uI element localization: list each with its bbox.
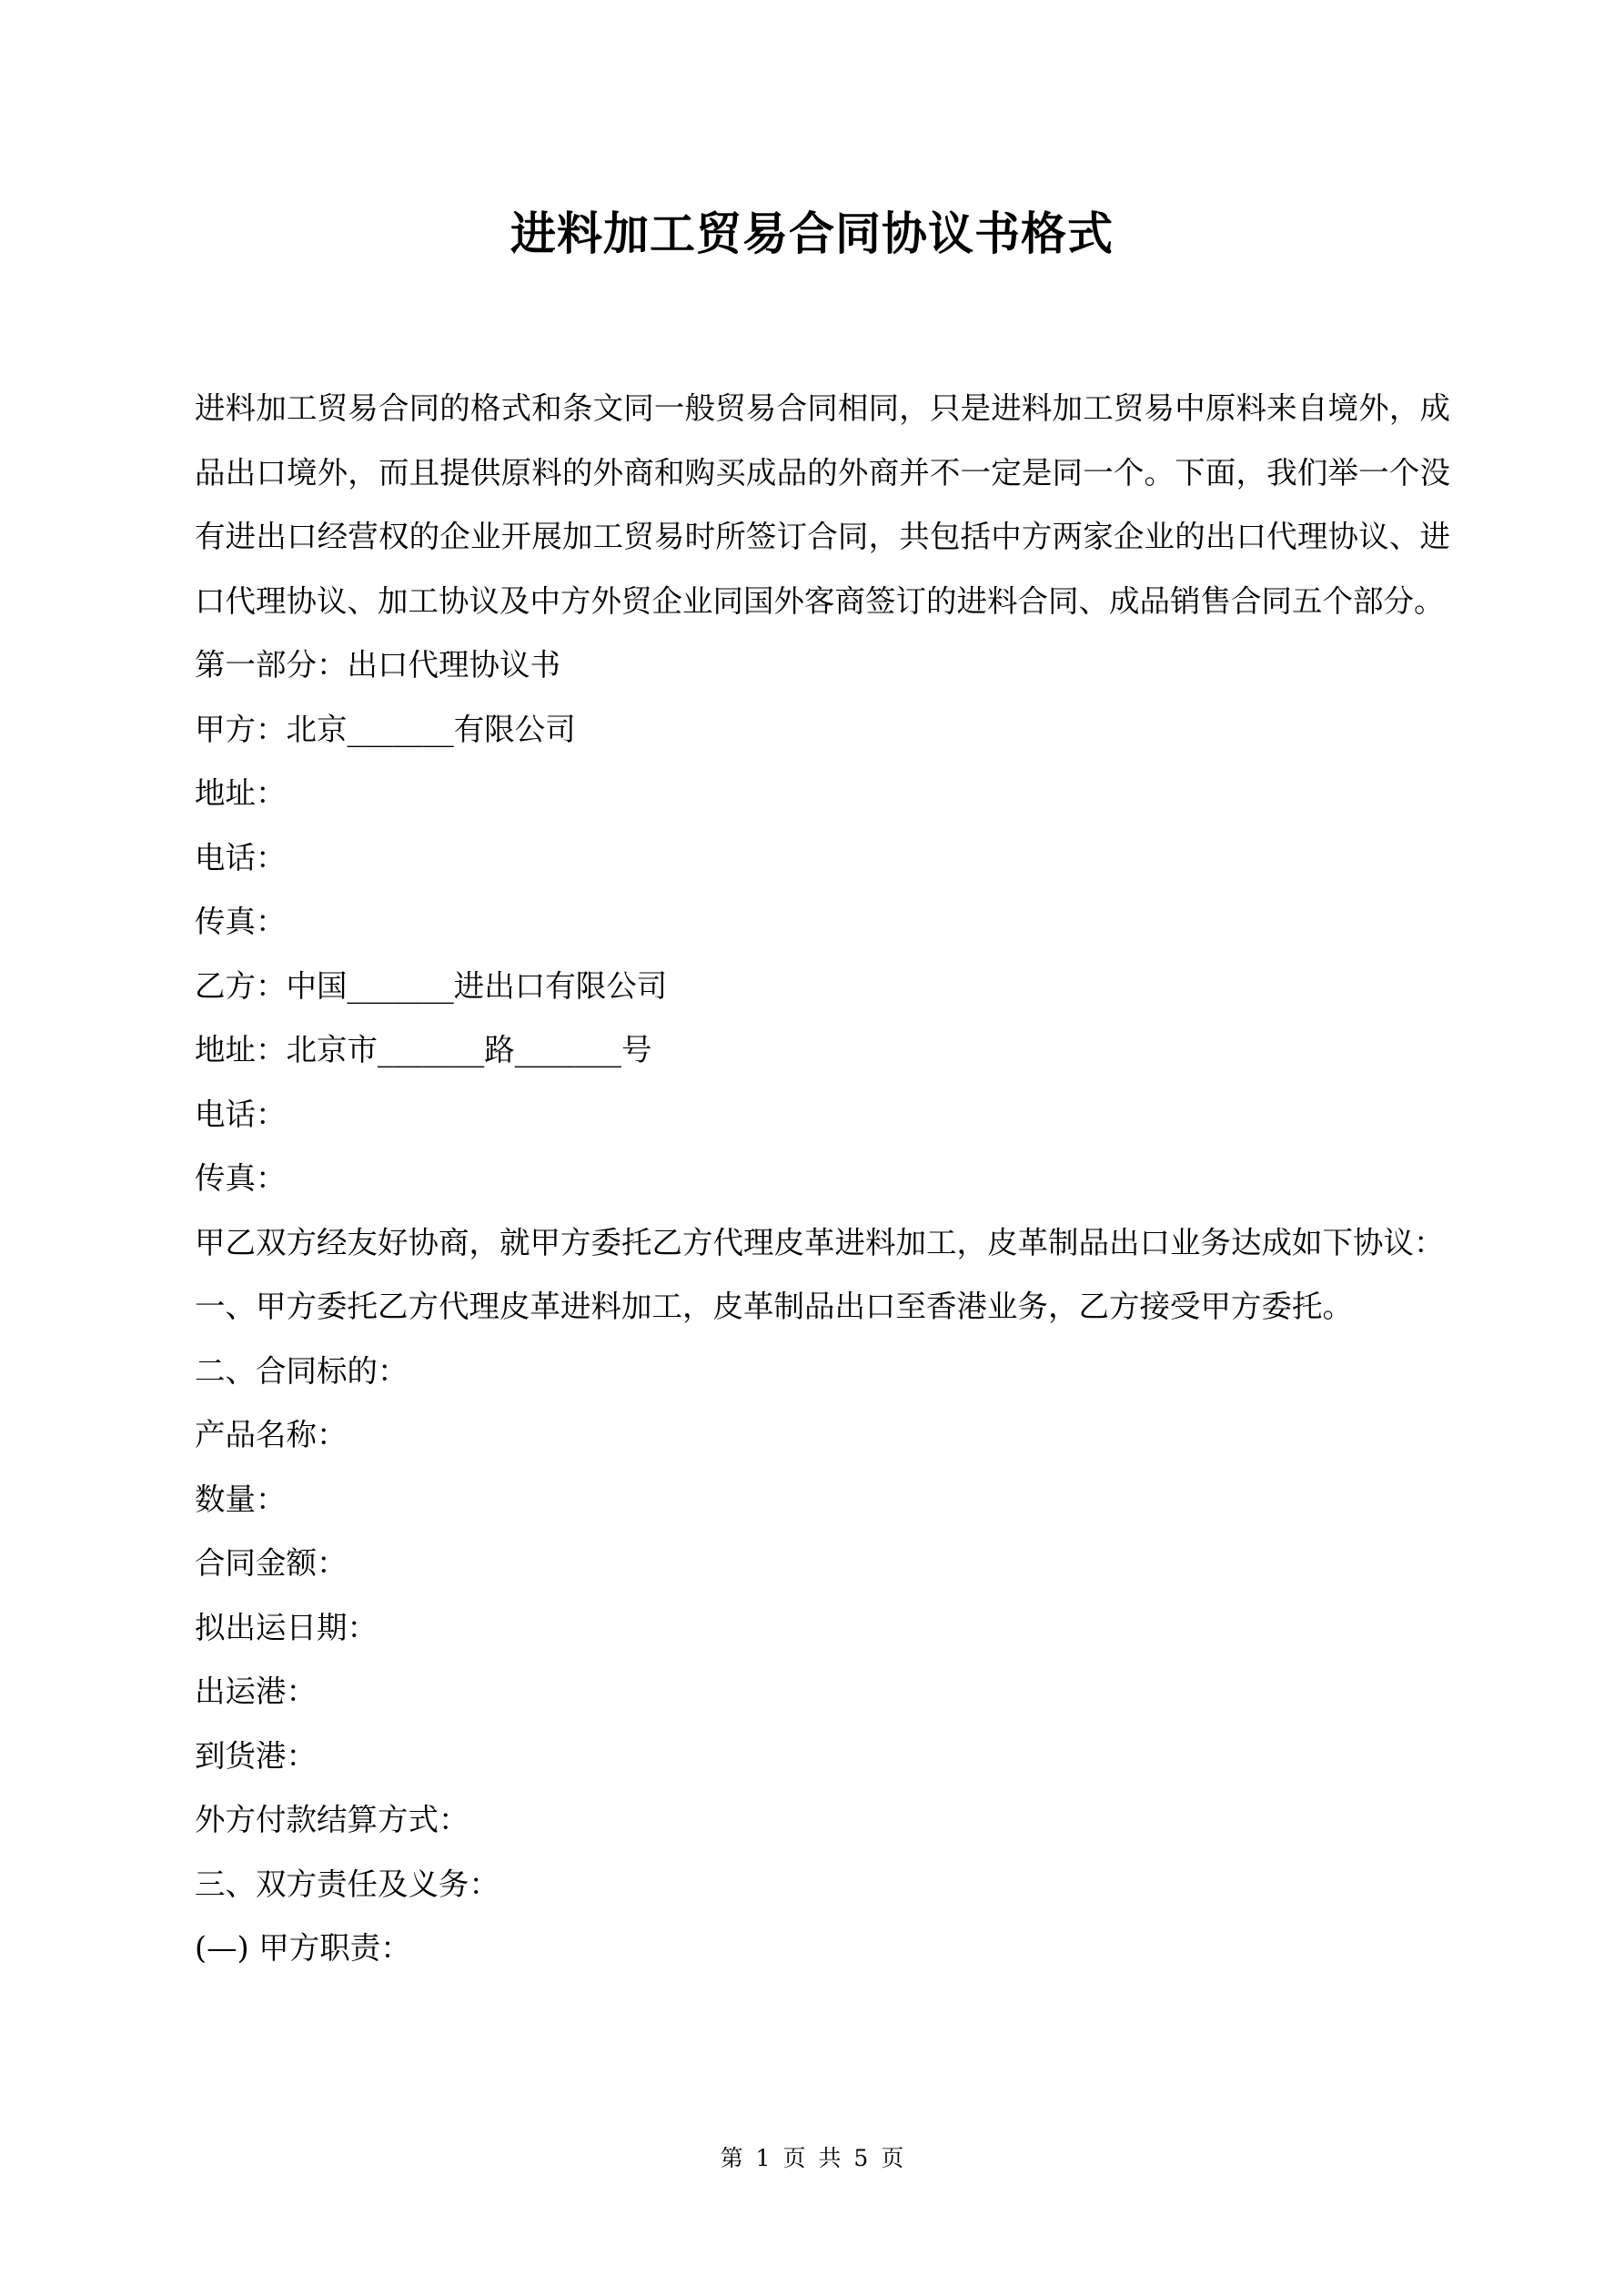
field-port-of-destination: 到货港： [195, 1737, 317, 1774]
intro-paragraph: 进料加工贸易合同的格式和条文同一般贸易合同相同，只是进料加工贸易中原料来自境外，成品出口境外，而且提供原料的外商和购买成品的外商并不一定是同一个。下面，我们举一个没有进出口经营权的企业开展加工贸易时所签订合同，共包括中方两家企业的出口代理协议、进口代理协议、加工协议及中方外贸企业同国外客商签订的进料合同、成品销售合同五个部分。 [195, 390, 1450, 619]
party-a-phone: 电话： [195, 839, 287, 875]
field-quantity: 数量： [195, 1481, 287, 1517]
field-shipment-date: 拟出运日期： [195, 1609, 378, 1645]
field-contract-amount: 合同金额： [195, 1545, 348, 1581]
party-b-fax: 传真： [195, 1160, 287, 1196]
party-a-fax: 传真： [195, 904, 287, 939]
party-a-duties-heading: (—) 甲方职责： [195, 1930, 411, 1966]
party-b-address: 地址：北京市_______路_______号 [195, 1032, 652, 1067]
field-port-of-loading: 出运港： [195, 1674, 317, 1709]
party-a-address: 地址： [195, 775, 287, 811]
party-a-name: 甲方：北京_______有限公司 [195, 711, 576, 747]
field-payment-method: 外方付款结算方式： [195, 1802, 469, 1837]
party-b-name: 乙方：中国_______进出口有限公司 [195, 967, 668, 1004]
clause-1: 一、甲方委托乙方代理皮革进料加工，皮革制品出口至香港业务，乙方接受甲方委托。 [195, 1289, 1353, 1324]
document-title: 进料加工贸易合同协议书格式 [510, 207, 1114, 260]
clause-3-heading: 三、双方责任及义务： [195, 1866, 499, 1902]
field-product-name: 产品名称： [195, 1417, 348, 1452]
section-heading-part-one: 第一部分：出口代理协议书 [195, 647, 560, 683]
party-b-phone: 电话： [195, 1096, 287, 1132]
document-body [195, 377, 1450, 1981]
page-number-footer: 第 1 页 共 5 页 [720, 2145, 904, 2171]
agreement-paragraph: 甲乙双方经友好协商，就甲方委托乙方代理皮革进料加工，皮革制品出口业务达成如下协议： [195, 1224, 1445, 1260]
clause-2-heading: 二、合同标的： [195, 1352, 409, 1389]
